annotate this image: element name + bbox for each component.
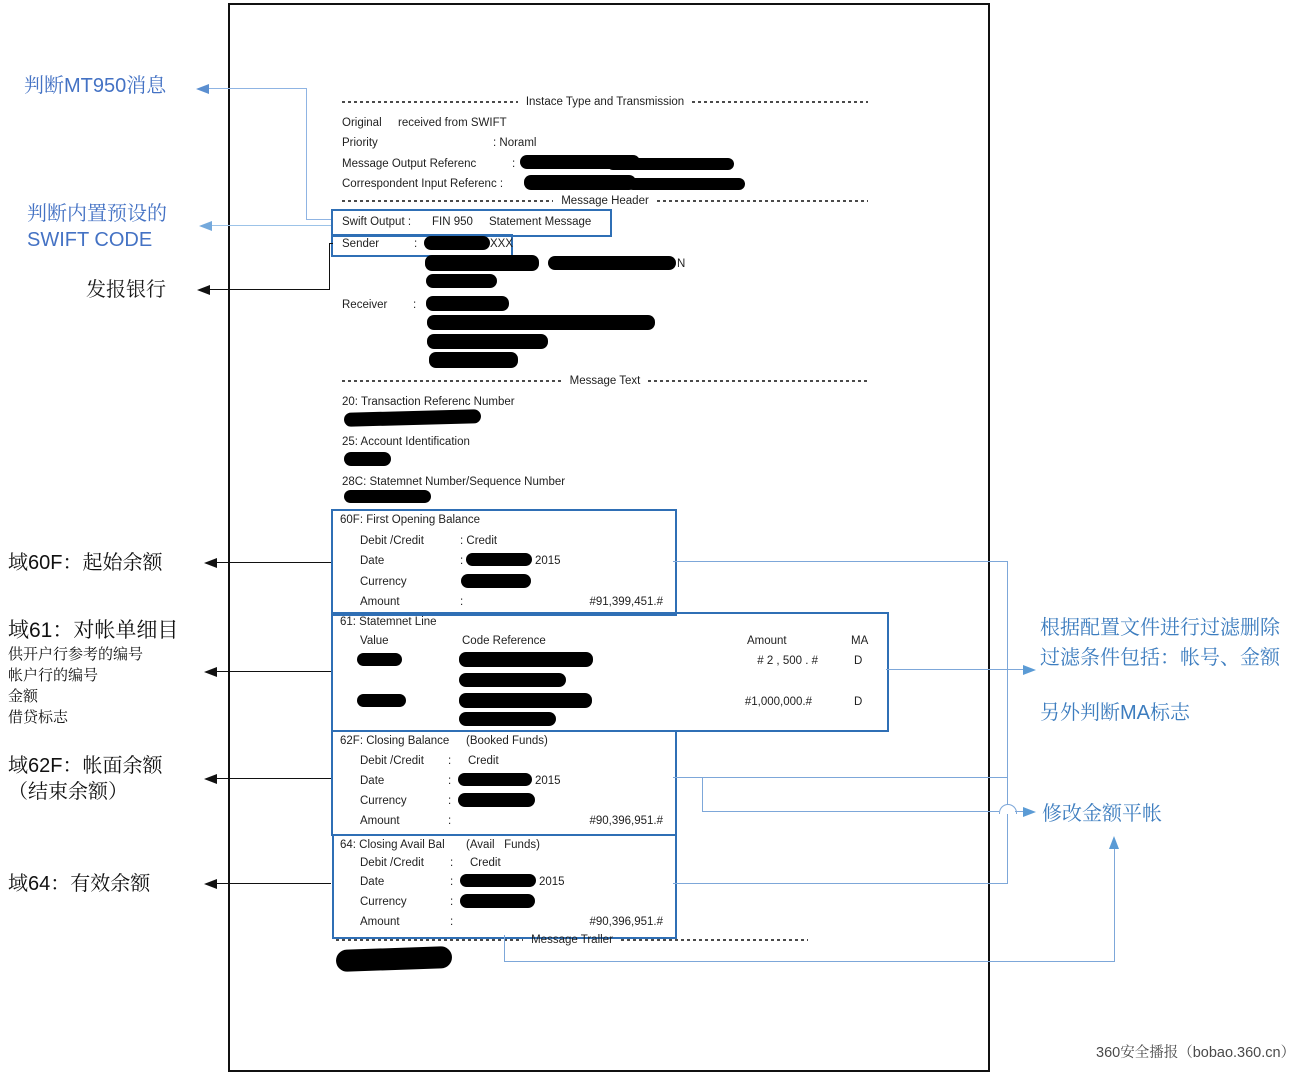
receiver-colon: : [413,299,417,311]
f62-amount-label: Amount [360,815,400,827]
redaction-bar [460,894,535,908]
f62-date-colon: : [448,775,452,787]
f60-debit-value: : Credit [460,535,498,547]
priority-label: Priority [342,137,378,149]
redaction-bar [459,673,566,687]
sender-bank-line [210,289,329,290]
f61-filter-line [886,669,1023,670]
header-line2-suffix: N [677,258,686,270]
dash-line [342,380,562,382]
annotation-f61-note: 供开户行参考的编号 [8,646,144,663]
f61-row2-ma: D [854,696,863,708]
redaction-bar [427,315,655,330]
divider-transmission-title: Instace Type and Transmission [525,96,685,108]
trailer-line [1114,848,1115,962]
f64-currency-colon: : [450,896,454,908]
f64-date-label: Date [360,876,385,888]
annotation-f62-line2: （结束余额） [8,781,128,803]
f60-date-year: 2015 [535,555,561,567]
f64-debit-value: Credit [470,857,501,869]
mt950-line [209,88,307,89]
f62-date-year: 2015 [535,775,561,787]
f61-col-amount: Amount [747,635,787,647]
f61-arrow-line [217,671,331,672]
redaction-bar [460,874,536,887]
dash-line [336,939,523,941]
f60-amount-label: Amount [360,596,400,608]
annotation-f60: 域60F：起始余额 [8,552,163,574]
mt950-line [306,88,307,219]
f61-arrowhead [204,667,217,677]
mt950-arrowhead [196,84,209,94]
f62-right-line [673,777,1008,778]
annotation-f62-line1: 域62F：帐面余额 [8,755,163,777]
priority-value: : Noraml [493,137,537,149]
redaction-bar [336,946,453,972]
f62-subtitle: (Booked Funds) [466,735,548,747]
f64-amount-colon: : [450,916,454,928]
f60-amount-value: #91,399,451.# [589,596,663,608]
original-label: Original [342,117,382,129]
f64-date-colon: : [450,876,454,888]
redaction-bar [461,574,531,588]
f60-date-colon: : [460,555,464,567]
f60-amount-colon: : [460,596,464,608]
f64-amount-value: #90,396,951.# [589,916,663,928]
divider-trailer [336,934,808,946]
modify-line [1015,811,1023,812]
redaction-bar [426,296,509,311]
redaction-bar [524,175,636,190]
sender-bank-arrowhead [197,285,210,295]
annotation-mt950: 判断MT950消息 [24,75,167,97]
f60-arrowhead [204,558,217,568]
redaction-bar [427,334,548,349]
redaction-bar [424,236,490,250]
dash-line [342,200,553,202]
f61-row2-amount: #1,000,000.# [744,696,812,708]
f62-date-label: Date [360,775,385,787]
f64-arrow-line [217,883,331,884]
redaction-bar [357,653,402,666]
f61-col-value: Value [360,635,389,647]
redaction-bar [425,255,539,271]
annotation-modify: 修改金额平帐 [1042,803,1162,825]
f62-amount-colon: : [448,815,452,827]
f60-right-line [673,561,1008,562]
swift-output-type: FIN 950 [432,216,473,228]
f61-col-code: Code Reference [462,635,546,647]
sender-suffix: XXX [490,238,514,250]
redaction-bar [458,773,532,786]
annotation-filter-line2: 过滤条件包括：帐号、金额 [1040,647,1280,669]
annotation-f61-note: 金额 [8,688,39,705]
mor-colon: : [512,158,516,170]
dash-line [692,101,868,103]
field-25-label: 25: Account Identification [342,436,470,448]
preset-line [212,225,331,226]
divider-trailer-title: Message Traller [531,934,613,946]
f62-debit-colon: : [448,755,452,767]
modify-line [702,811,999,812]
redaction-bar [344,490,431,503]
annotation-preset-line1: 判断内置预设的 [27,203,167,225]
annotation-filter-line1: 根据配置文件进行过滤删除 [1040,617,1280,639]
redaction-bar [426,274,497,288]
annotation-ma-note: 另外判断MA标志 [1040,702,1190,724]
f62-debit-label: Debit /Credit [360,755,424,767]
modify-up-arrowhead [1109,836,1119,849]
mt950-line [306,219,331,220]
f60-arrow-line [217,562,331,563]
f62-arrowhead [204,774,217,784]
swift-output-desc: Statement Message [489,216,592,228]
redaction-bar [607,158,734,170]
annotation-f61-note: 帐户行的编号 [8,667,99,684]
annotation-f64: 域64：有效余额 [8,873,151,895]
receiver-label: Receiver [342,299,388,311]
f64-amount-label: Amount [360,916,400,928]
dash-line [657,200,868,202]
sender-bank-line [329,243,330,290]
sender-label: Sender [342,238,380,250]
sender-colon: : [414,238,418,250]
divider-header [342,195,868,207]
redaction-bar [458,793,535,807]
modify-step-line [702,777,703,812]
f64-currency-label: Currency [360,896,407,908]
right-bus-line [1007,562,1008,884]
modify-arrowhead [1023,807,1036,817]
annotation-f61-title: 域61：对帐单细目 [8,619,179,642]
redaction-bar [459,652,593,667]
f64-debit-colon: : [450,857,454,869]
f60-title: 60F: First Opening Balance [340,514,480,526]
divider-transmission [342,96,868,108]
f60-debit-label: Debit /Credit [360,535,424,547]
f62-debit-value: Credit [468,755,499,767]
f61-row1-amount: # 2 , 500 . # [757,655,818,667]
redaction-bar [548,256,676,270]
f60-date-label: Date [360,555,385,567]
dash-line [621,939,808,941]
line-jump-arc [999,804,1017,814]
f64-subtitle: (Avail Funds) [466,839,540,851]
redaction-bar [459,712,556,726]
divider-text-title: Message Text [569,375,641,387]
divider-text [342,375,868,387]
annotation-preset-line2: SWIFT CODE [27,229,153,251]
f61-col-ma: MA [851,635,869,647]
preset-arrowhead [199,221,212,231]
annotation-sender-bank: 发报银行 [86,279,166,301]
cir-label: Correspondent Input Referenc : [342,178,504,190]
f62-title: 62F: Closing Balance [340,735,450,747]
redaction-bar [357,694,406,707]
mor-label: Message Output Referenc [342,158,477,170]
f61-title: 61: Statemnet Line [340,616,437,628]
footer-credit: 360安全播报（bobao.360.cn） [1096,1045,1296,1061]
f62-amount-value: #90,396,951.# [589,815,663,827]
dash-line [342,101,518,103]
f62-currency-label: Currency [360,795,407,807]
redaction-bar [429,352,518,368]
redaction-bar [459,693,592,708]
f64-date-year: 2015 [539,876,565,888]
f64-title: 64: Closing Avail Bal [340,839,445,851]
f64-right-line [673,883,1008,884]
field-20-label: 20: Transaction Referenc Number [342,396,515,408]
f61-row1-ma: D [854,655,863,667]
dash-line [648,380,868,382]
f64-arrowhead [204,879,217,889]
trailer-line [504,961,1115,962]
original-value: received from SWIFT [398,117,507,129]
field-61-box [331,612,889,732]
redaction-bar [344,452,391,466]
divider-header-title: Message Header [561,195,649,207]
f62-arrow-line [217,778,331,779]
f64-debit-label: Debit /Credit [360,857,424,869]
redaction-bar [627,178,745,190]
redaction-bar [466,553,532,566]
swift-output-label: Swift Output : [342,216,412,228]
f62-currency-colon: : [448,795,452,807]
trailer-line [504,935,505,962]
annotation-f61-note: 借贷标志 [8,709,69,726]
filter-arrowhead [1023,665,1036,675]
field-28c-label: 28C: Statemnet Number/Sequence Number [342,476,566,488]
f60-currency-label: Currency [360,576,407,588]
sender-bank-line [329,243,333,244]
